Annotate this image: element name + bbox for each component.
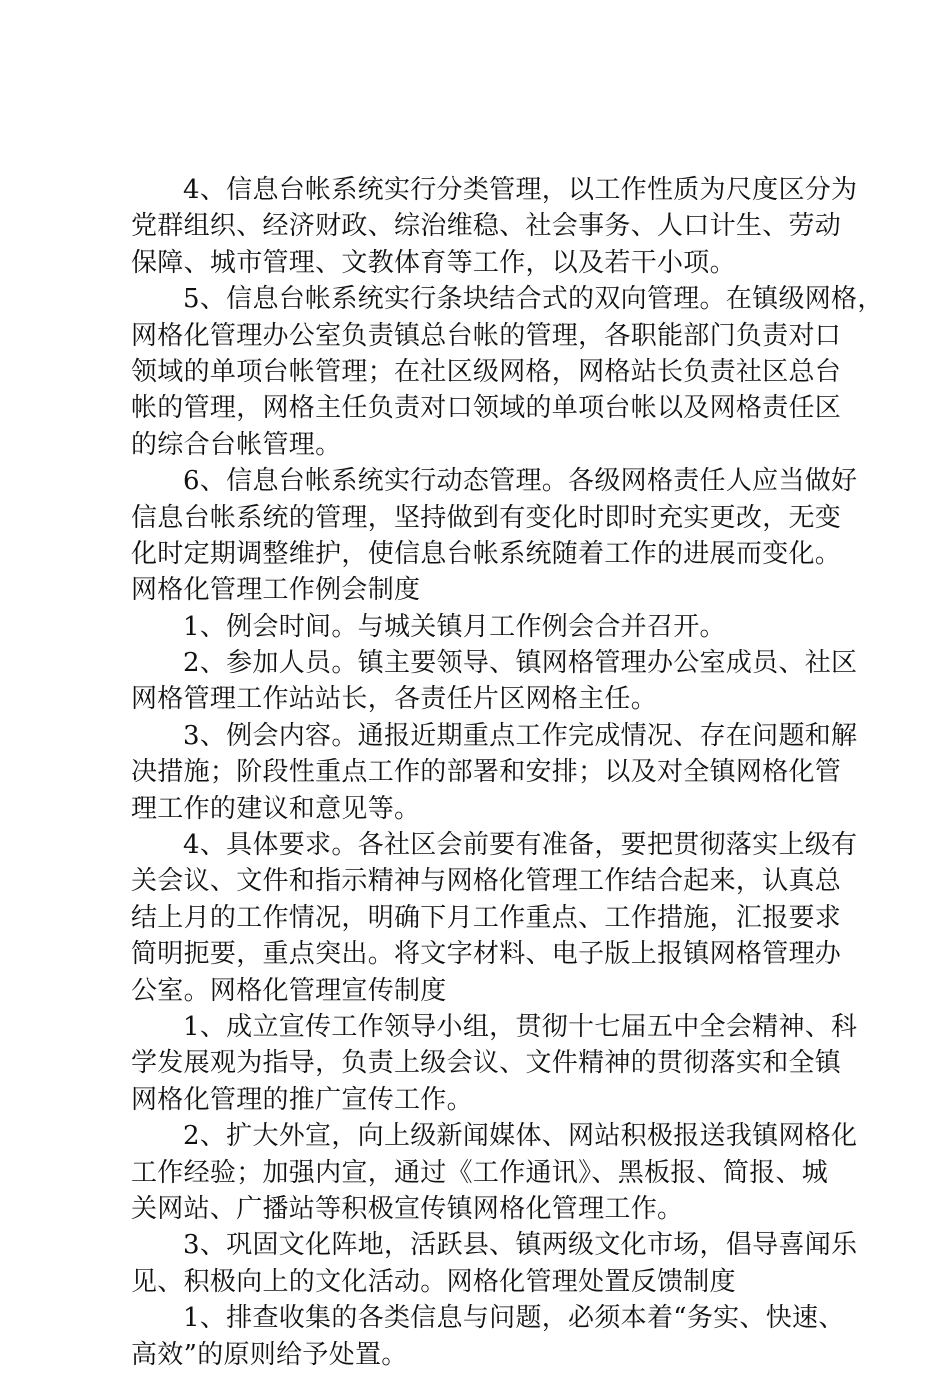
document-body	[131, 172, 884, 1373]
paragraph-first-line: 2、扩大外宣，向上级新闻媒体、网站积极报送我镇网格化	[183, 1121, 858, 1152]
paragraph-line: 保障、城市管理、文教体育等工作，以及若干小项。	[131, 247, 736, 278]
paragraph-line: 公室。网格化管理宣传制度	[131, 975, 447, 1006]
paragraph-line: 信息台帐系统的管理，坚持做到有变化时即时充实更改，无变	[131, 502, 842, 533]
paragraph-line: 网格化管理工作例会制度	[131, 575, 421, 606]
paragraph-first-line: 4、信息台帐系统实行分类管理，以工作性质为尺度区分为	[183, 175, 858, 205]
paragraph-line: 结上月的工作情况，明确下月工作重点、工作措施，汇报要求	[131, 902, 842, 933]
paragraph-line: 决措施；阶段性重点工作的部署和安排；以及对全镇网格化管	[131, 757, 842, 788]
paragraph-first-line: 6、信息台帐系统实行动态管理。各级网格责任人应当做好	[183, 466, 858, 497]
paragraph-first-line: 1、成立宣传工作领导小组，贯彻十七届五中全会精神、科	[183, 1011, 858, 1042]
paragraph-line: 党群组织、经济财政、综治维稳、社会事务、人口计生、劳动	[131, 211, 842, 242]
paragraph-line: 网格管理工作站站长，各责任片区网格主任。	[131, 684, 658, 715]
paragraph-line: 简明扼要，重点突出。将文字材料、电子版上报镇网格管理办	[131, 939, 842, 970]
paragraph-line: 学发展观为指导，负责上级会议、文件精神的贯彻落实和全镇	[131, 1048, 842, 1079]
paragraph-first-line: 3、巩固文化阵地，活跃县、镇两级文化市场，倡导喜闻乐	[183, 1230, 858, 1261]
paragraph-line: 帐的管理，网格主任负责对口领域的单项台帐以及网格责任区	[131, 393, 842, 424]
paragraph-line: 网格化管理的推广宣传工作。	[131, 1084, 473, 1115]
paragraph-line: 关会议、文件和指示精神与网格化管理工作结合起来，认真总	[131, 866, 842, 897]
paragraph-line: 领域的单项台帐管理；在社区级网格，网格站长负责社区总台	[131, 356, 842, 387]
paragraph-first-line: 4、具体要求。各社区会前要有准备，要把贯彻落实上级有	[183, 830, 858, 861]
paragraph-line: 化时定期调整维护，使信息台帐系统随着工作的进展而变化。	[131, 538, 842, 569]
paragraph-line: 关网站、广播站等积极宣传镇网格化管理工作。	[131, 1193, 684, 1224]
paragraph-first-line: 1、排查收集的各类信息与问题，必须本着“务实、快速、	[183, 1303, 845, 1334]
paragraph-line: 工作经验；加强内宣，通过《工作通讯》、黑板报、简报、城	[131, 1157, 829, 1188]
paragraph-line: 高效”的原则给予处置。	[131, 1339, 408, 1370]
paragraph-line: 的综合台帐管理。	[131, 429, 342, 460]
paragraph-first-line: 2、参加人员。镇主要领导、镇网格管理办公室成员、社区	[183, 648, 858, 679]
paragraph-first-line: 5、信息台帐系统实行条块结合式的双向管理。在镇级网格，	[183, 284, 884, 315]
paragraph-line: 理工作的建议和意见等。	[131, 793, 421, 824]
paragraph-line: 网格化管理办公室负责镇总台帐的管理，各职能部门负责对口	[131, 320, 842, 351]
paragraph-first-line: 3、例会内容。通报近期重点工作完成情况、存在问题和解	[183, 720, 858, 751]
paragraph-first-line: 1、例会时间。与城关镇月工作例会合并召开。	[183, 611, 726, 642]
paragraph-line: 见、积极向上的文化活动。网格化管理处置反馈制度	[131, 1266, 736, 1297]
